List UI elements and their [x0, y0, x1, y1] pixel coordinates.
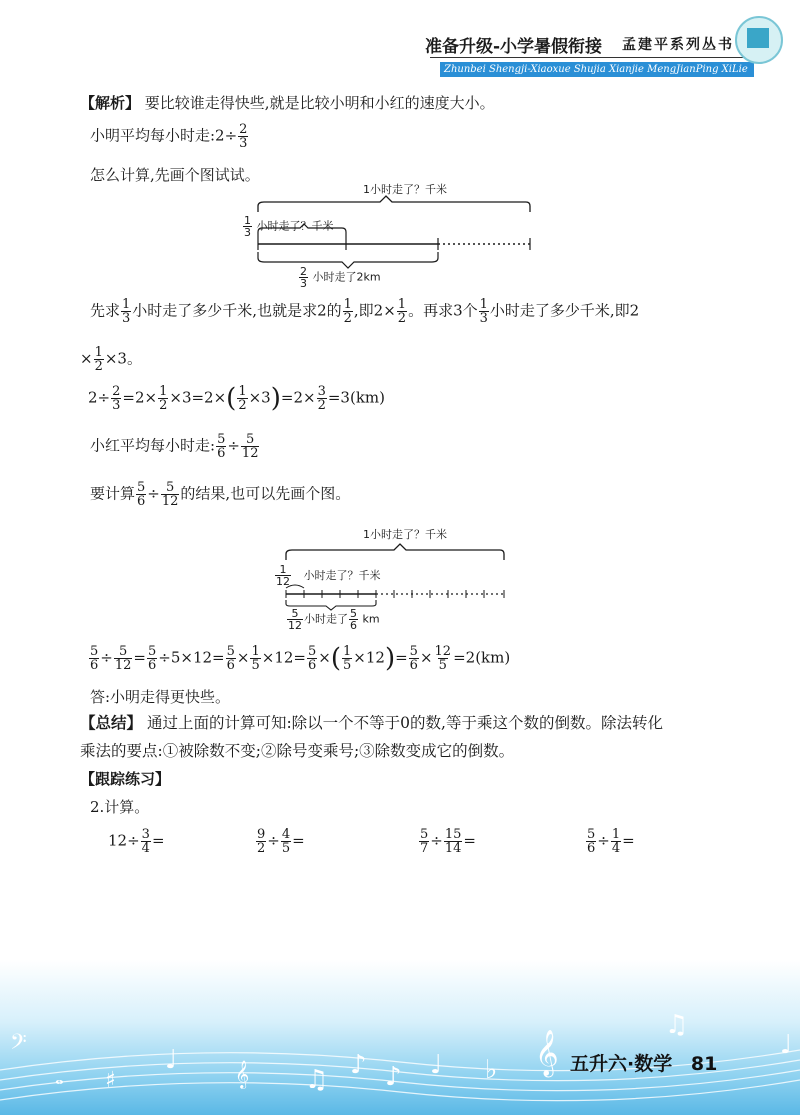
- treble-clef-icon: 𝄞: [235, 1060, 250, 1088]
- quarter-note-icon: ♩: [780, 1030, 793, 1060]
- answer-line: 答:小明走得更快些。: [90, 688, 231, 706]
- bass-clef-icon: 𝄢: [10, 1030, 27, 1060]
- diagram1-bottom-label: $\frac{2}{3}$ 小时走了2km: [300, 265, 381, 290]
- calc-xiaoming: 2÷ $\frac{2}{3}$ =2× $\frac{1}{2}$ ×3=2×( $\frac{1}{2}$ ×3)=2× $\frac{3}{2}$ =3(km): [88, 383, 385, 414]
- diagram1-third-label: $\frac{1}{3}$ 小时走了？千米: [244, 214, 334, 239]
- treble-clef-icon: 𝄞: [535, 1030, 559, 1076]
- page-number: 81: [690, 1053, 718, 1075]
- diagram2-twelfth-label: $\frac{1}{12}$ 小时走了？千米: [276, 563, 381, 588]
- practice-item: 2.计算。: [90, 798, 150, 816]
- diagram2-bottom-label: $\frac{5}{12}$ 小时走了 $\frac{5}{6}$ km: [288, 607, 380, 632]
- xh-speed-line: 小红平均每小时走: $\frac{5}{6}$ ÷ $\frac{5}{12}$: [90, 432, 259, 461]
- diagram-xiaoming: [230, 180, 550, 290]
- flat-icon: ♭: [485, 1055, 498, 1085]
- header-subtitle: Zhunbei Shengji-Xiaoxue Shujia Xianjie MengJianPing XiLie Congshu: [440, 62, 754, 77]
- analysis-intro: 【解析】 要比较谁走得快些,就是比较小明和小红的速度大小。: [80, 94, 495, 112]
- sharp-icon: ♯: [105, 1068, 116, 1093]
- header-series: 孟建平系列丛书: [622, 37, 734, 53]
- diagram1-top-label: 1小时走了？千米: [363, 183, 447, 196]
- header-title: 准备升级-小学暑假衔接: [425, 37, 603, 57]
- calc-xiaohong: $\frac{5}{6}$ ÷ $\frac{5}{12}$ = $\frac{5}{6}$ ÷5×12= $\frac{5}{6}$ × $\frac{1}{5}$ ×12= $\frac{5}{6}$ ×( $\frac{1}{5}$ ×12)= $\frac{5}{6}$ × $\frac{12}{5}$ =2(km): [90, 643, 511, 674]
- analysis-tag: 【解析】: [80, 94, 141, 112]
- exercise-3: $\frac{5}{7}$ ÷ $\frac{15}{14}$ =: [420, 827, 476, 856]
- diagram-xiaohong: [268, 522, 518, 632]
- header-divider: [430, 57, 750, 58]
- fraction: $\frac{2}{3}$: [239, 122, 248, 151]
- draw-hint: 怎么计算,先画个图试试。: [90, 166, 260, 184]
- eighth-note-icon: ♪: [350, 1050, 367, 1080]
- xh-question: 要计算 $\frac{5}{6}$ ÷ $\frac{5}{12}$ 的结果,也可以先画个图。: [90, 480, 351, 509]
- explain-line-2: × $\frac{1}{2}$ ×3。: [80, 345, 142, 374]
- xm-speed-line: 小明平均每小时走:2÷ $\frac{2}{3}$: [90, 122, 248, 151]
- beamed-notes-icon: ♫: [305, 1065, 329, 1095]
- exercise-4: $\frac{5}{6}$ ÷ $\frac{1}{4}$ =: [587, 827, 635, 856]
- whole-note-icon: 𝅝: [55, 1065, 64, 1090]
- practice-tag: 【跟踪练习】: [80, 770, 171, 788]
- explain-line-1: 先求 $\frac{1}{3}$ 小时走了多少千米,也就是求2的 $\frac{1}{2}$ ,即2× $\frac{1}{2}$ 。再求3个 $\frac{1}{3}$ 小时走了多少千米,即2: [90, 297, 640, 326]
- summary-line-2: 乘法的要点:①被除数不变;②除号变乘号;③除数变成它的倒数。: [80, 742, 515, 760]
- summary-tag: 【总结】: [80, 714, 143, 732]
- diagram2-top-label: 1小时走了？千米: [363, 528, 447, 541]
- quarter-note-icon: ♩: [165, 1045, 178, 1075]
- eighth-note-icon: ♪: [385, 1062, 402, 1092]
- beamed-notes-icon: ♫: [665, 1010, 689, 1040]
- quarter-note-icon: ♩: [430, 1050, 443, 1080]
- exercise-1: 12÷ $\frac{3}{4}$ =: [108, 827, 165, 856]
- summary-line-1: 【总结】 通过上面的计算可知:除以一个不等于0的数,等于乘这个数的倒数。除法转化: [80, 714, 663, 732]
- footer-book-label: 五升六·数学 81: [570, 1053, 718, 1075]
- exercise-2: $\frac{9}{2}$ ÷ $\frac{4}{5}$ =: [257, 827, 305, 856]
- book-icon: [747, 28, 769, 48]
